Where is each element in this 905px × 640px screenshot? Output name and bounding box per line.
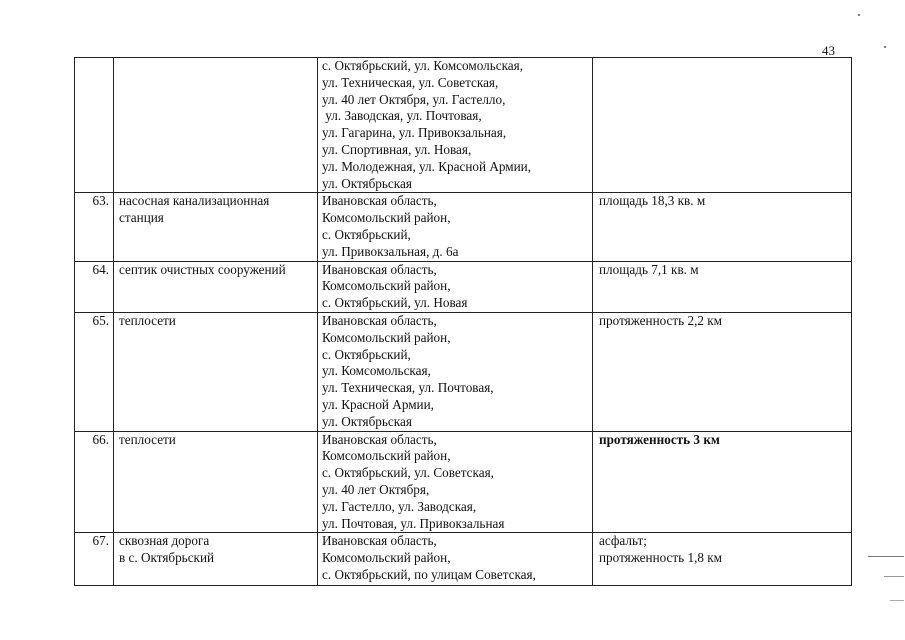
address-line: ул. Техническая, ул. Почтовая, — [322, 380, 494, 396]
characteristic-line: протяженность 2,2 км — [599, 312, 723, 328]
address-line: с. Октябрьский, ул. Новая — [322, 295, 468, 311]
address-line: с. Октябрьский, ул. Комсомольская, — [322, 58, 523, 73]
table-row-continuation — [75, 58, 852, 193]
scan-speck — [858, 14, 860, 16]
address-line: ул. Молодежная, ул. Красной Армии, — [322, 158, 532, 174]
characteristic-cell — [593, 261, 852, 312]
address-line: ул. Заводская, ул. Почтовая, — [322, 108, 482, 124]
address-line: Ивановская область, — [322, 431, 437, 447]
name-line: сквозная дорога — [119, 533, 210, 549]
address-line: ул. Октябрьская — [322, 175, 412, 191]
address-line: ул. Комсомольская, — [322, 363, 431, 379]
characteristic-cell — [593, 58, 852, 193]
address-line: ул. Спортивная, ул. Новая, — [322, 141, 472, 157]
address-line: Ивановская область, — [322, 193, 437, 209]
row-number-cell: 64. — [75, 261, 114, 312]
address-line: ул. 40 лет Октября, ул. Гастелло, — [322, 91, 506, 107]
address-line: ул. Техническая, ул. Советская, — [322, 74, 499, 90]
name-line: станция — [119, 210, 164, 226]
characteristic-cell — [593, 431, 852, 533]
address-line: с. Октябрьский, по улицам Советская, — [322, 566, 536, 582]
address-line: ул. 40 лет Октября, — [322, 481, 430, 497]
address-cell — [318, 58, 593, 193]
characteristic-line: протяженность 1,8 км — [599, 550, 723, 566]
characteristic-cell — [593, 312, 852, 431]
table-row — [75, 533, 852, 586]
address-line: ул. Октябрьская — [322, 413, 412, 429]
address-line: Комсомольский район, — [322, 329, 451, 345]
characteristic-line: площадь 7,1 кв. м — [599, 261, 699, 277]
row-number-cell — [75, 58, 114, 193]
address-line: ул. Красной Армии, — [322, 396, 434, 412]
table-row — [75, 312, 852, 431]
characteristic-line: протяженность 3 км — [599, 431, 720, 447]
address-line: Ивановская область, — [322, 533, 437, 549]
address-line: с. Октябрьский, — [322, 346, 411, 362]
address-line: ул. Почтовая, ул. Привокзальная — [322, 515, 505, 531]
address-cell — [318, 431, 593, 533]
address-cell — [318, 533, 593, 586]
scan-edge-line — [884, 576, 904, 577]
address-line: Комсомольский район, — [322, 210, 451, 226]
name-line: насосная канализационная — [119, 193, 270, 209]
object-name-cell — [114, 312, 318, 431]
address-cell — [318, 193, 593, 261]
object-name-cell — [114, 431, 318, 533]
scan-edge-line — [890, 600, 904, 601]
table-row — [75, 193, 852, 261]
address-line: ул. Гагарина, ул. Привокзальная, — [322, 125, 507, 141]
table-row — [75, 261, 852, 312]
name-line: теплосети — [119, 312, 176, 328]
address-line: Ивановская область, — [322, 312, 437, 328]
property-table — [74, 57, 852, 586]
characteristic-line: площадь 18,3 кв. м — [599, 193, 706, 209]
characteristic-line: асфальт; — [599, 533, 647, 549]
address-line: с. Октябрьский, ул. Советская, — [322, 465, 494, 481]
row-number-cell: 67. — [75, 533, 114, 586]
address-line: Ивановская область, — [322, 261, 437, 277]
table-row — [75, 431, 852, 533]
address-line: Комсомольский район, — [322, 278, 451, 294]
address-line: ул. Гастелло, ул. Заводская, — [322, 498, 477, 514]
object-name-cell — [114, 261, 318, 312]
name-line: теплосети — [119, 431, 176, 447]
address-cell — [318, 312, 593, 431]
object-name-cell — [114, 58, 318, 193]
characteristic-cell — [593, 533, 852, 586]
name-line: септик очистных сооружений — [119, 261, 286, 277]
object-name-cell — [114, 193, 318, 261]
object-name-cell — [114, 533, 318, 586]
characteristic-cell — [593, 193, 852, 261]
scan-edge-line — [868, 556, 904, 557]
row-number-cell: 63. — [75, 193, 114, 261]
name-line: в с. Октябрьский — [119, 550, 215, 566]
address-line: Комсомольский район, — [322, 550, 451, 566]
address-line: ул. Привокзальная, д. 6а — [322, 243, 459, 259]
page-number: 43 — [822, 43, 835, 58]
address-cell — [318, 261, 593, 312]
address-line: с. Октябрьский, — [322, 226, 411, 242]
row-number-cell: 66. — [75, 431, 114, 533]
scan-speck — [884, 46, 886, 48]
row-number-cell: 65. — [75, 312, 114, 431]
address-line: Комсомольский район, — [322, 448, 451, 464]
